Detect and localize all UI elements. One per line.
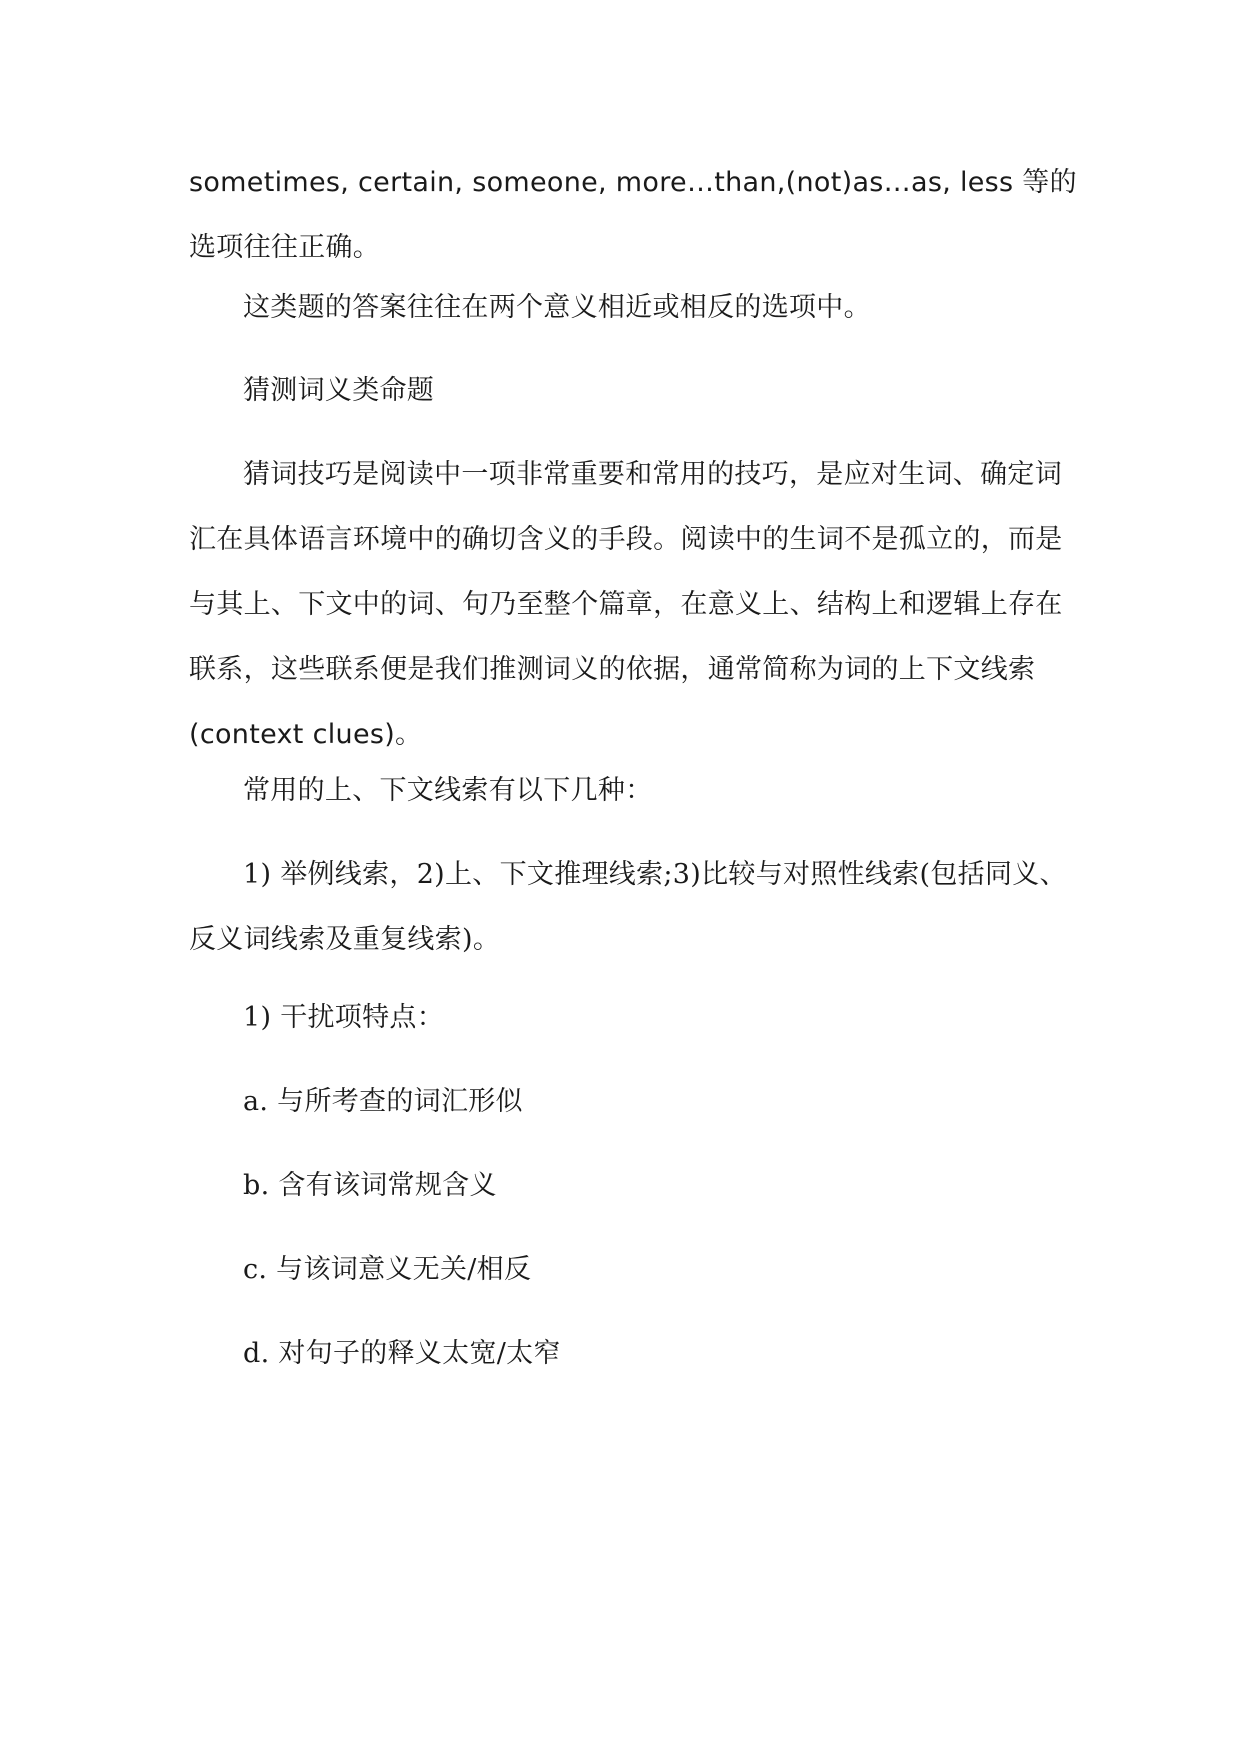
- paragraph-clue-types-intro: [189, 758, 1059, 823]
- text-line: 联系，这些联系便是我们推测词义的依据，通常简称为词的上下文线索: [189, 654, 1036, 685]
- text-line: 反义词线索及重复线索)。: [189, 924, 501, 955]
- text-line: 这类题的答案往往在两个意义相近或相反的选项中。: [243, 292, 871, 323]
- paragraph-answer-hint: [189, 275, 1059, 340]
- text-line: d. 对句子的释义太宽/太窄: [243, 1338, 561, 1369]
- paragraph-guessing-technique: [189, 442, 1063, 767]
- list-item-c: [189, 1237, 1059, 1302]
- text-line: 猜测词义类命题: [243, 375, 435, 406]
- list-item-b: [189, 1153, 1059, 1218]
- text-line: (context clues)。: [189, 719, 423, 750]
- section-heading-word-meaning: [189, 358, 1059, 423]
- paragraph-options-correct: [189, 150, 1077, 280]
- text-line: 猜词技巧是阅读中一项非常重要和常用的技巧，是应对生词、确定词: [243, 459, 1062, 490]
- text-line: a. 与所考查的词汇形似: [243, 1086, 523, 1117]
- paragraph-clue-types-list: [189, 842, 1067, 972]
- list-item-a: [189, 1069, 1059, 1134]
- text-line: 选项往往正确。: [189, 232, 381, 263]
- text-line: sometimes, certain, someone, more…than,(not)as…as, less 等的: [189, 167, 1077, 198]
- text-line: 1) 举例线索，2)上、下文推理线索;3)比较与对照性线索(包括同义、: [243, 859, 1067, 890]
- text-line: c. 与该词意义无关/相反: [243, 1254, 532, 1285]
- text-line: b. 含有该词常规含义: [243, 1170, 497, 1201]
- text-line: 常用的上、下文线索有以下几种：: [243, 775, 653, 806]
- paragraph-distractor-features: [189, 985, 1059, 1050]
- text-line: 汇在具体语言环境中的确切含义的手段。阅读中的生词不是孤立的，而是: [189, 524, 1063, 555]
- text-line: 与其上、下文中的词、句乃至整个篇章，在意义上、结构上和逻辑上存在: [189, 589, 1063, 620]
- text-line: 1) 干扰项特点：: [243, 1002, 444, 1033]
- list-item-d: [189, 1321, 1059, 1386]
